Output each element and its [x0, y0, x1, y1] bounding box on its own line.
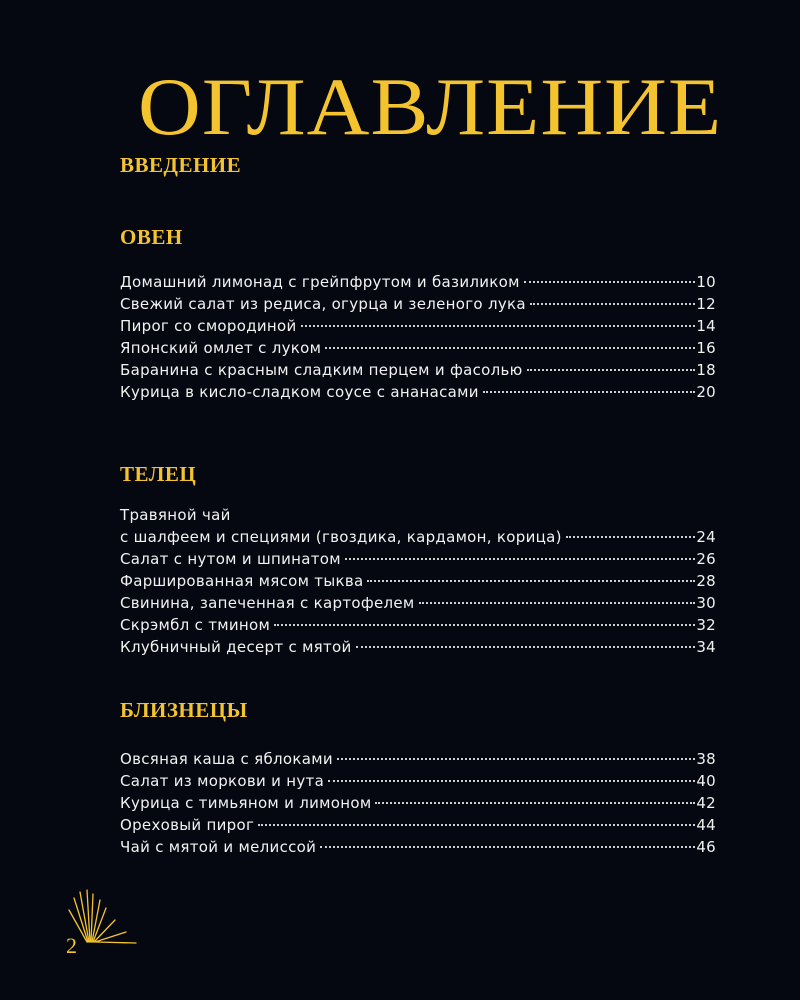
toc-entry[interactable]	[120, 293, 716, 315]
entry-label: Пирог со смородиной	[120, 317, 297, 335]
entry-label: Свежий салат из редиса, огурца и зеленого лука	[120, 295, 526, 313]
dot-leader	[356, 646, 696, 648]
dot-leader	[301, 325, 696, 327]
page-title: ОГЛАВЛЕНИЕ	[138, 61, 723, 152]
toc-entry[interactable]	[120, 748, 716, 770]
entry-label: Чай с мятой и мелиссой	[120, 838, 317, 856]
entry-page: 18	[696, 361, 716, 379]
entry-label: Баранина с красным сладким перцем и фасолью	[120, 361, 523, 379]
toc-entry[interactable]	[120, 614, 716, 636]
section-heading-gemini: БЛИЗНЕЦЫ	[120, 698, 248, 722]
section-heading-aries: ОВЕН	[120, 225, 183, 249]
toc-entry[interactable]	[120, 836, 716, 858]
intro-heading: ВВЕДЕНИЕ	[120, 153, 242, 177]
entry-label: Салат из моркови и нута	[120, 772, 325, 790]
page-number: 2	[66, 933, 77, 958]
entry-page: 42	[696, 794, 716, 812]
dot-leader	[367, 580, 695, 582]
toc-entry[interactable]	[120, 504, 716, 526]
entry-page: 16	[696, 339, 716, 357]
entry-label: Курица в кисло-сладком соусе с ананасами	[120, 383, 479, 401]
entry-page: 40	[696, 772, 716, 790]
toc-entry[interactable]	[120, 315, 716, 337]
entry-label: Травяной чай	[120, 506, 231, 524]
dot-leader	[274, 624, 695, 626]
toc-entry[interactable]	[120, 814, 716, 836]
entry-label: Фаршированная мясом тыква	[120, 572, 364, 590]
toc-entry[interactable]	[120, 271, 716, 293]
dot-leader	[325, 347, 695, 349]
entry-page: 14	[696, 317, 716, 335]
dot-leader	[524, 281, 696, 283]
entry-page: 12	[696, 295, 716, 313]
entry-page: 10	[696, 273, 716, 291]
toc-entry[interactable]	[120, 526, 716, 548]
entry-label: Скрэмбл с тмином	[120, 616, 271, 634]
toc-entry[interactable]	[120, 592, 716, 614]
dot-leader	[527, 369, 696, 371]
entry-label: Овсяная каша с яблоками	[120, 750, 333, 768]
toc-list-aries	[120, 271, 716, 403]
toc-entry[interactable]	[120, 359, 716, 381]
entry-page: 24	[696, 528, 716, 546]
dot-leader	[328, 780, 695, 782]
dot-leader	[320, 846, 695, 848]
dot-leader	[337, 758, 695, 760]
entry-page: 32	[696, 616, 716, 634]
entry-label: с шалфеем и специями (гвоздика, кардамон, корица)	[120, 528, 562, 546]
toc-list-gemini	[120, 748, 716, 858]
toc-entry[interactable]	[120, 570, 716, 592]
entry-label: Японский омлет с луком	[120, 339, 322, 357]
entry-label: Свинина, запеченная с картофелем	[120, 594, 415, 612]
entry-page: 20	[696, 383, 716, 401]
entry-page: 34	[696, 638, 716, 656]
entry-page: 44	[696, 816, 716, 834]
toc-entry[interactable]	[120, 636, 716, 658]
entry-page: 26	[696, 550, 716, 568]
dot-leader	[483, 391, 696, 393]
entry-label: Ореховый пирог	[120, 816, 255, 834]
toc-entry[interactable]	[120, 337, 716, 359]
entry-page: 28	[696, 572, 716, 590]
dot-leader	[345, 558, 695, 560]
entry-label: Клубничный десерт с мятой	[120, 638, 352, 656]
dot-leader	[419, 602, 696, 604]
entry-page: 38	[696, 750, 716, 768]
dot-leader	[375, 802, 695, 804]
entry-label: Домашний лимонад с грейпфрутом и базиликом	[120, 273, 520, 291]
toc-list-taurus	[120, 504, 716, 658]
section-heading-taurus: ТЕЛЕЦ	[120, 462, 197, 486]
toc-entry[interactable]	[120, 792, 716, 814]
entry-page: 30	[696, 594, 716, 612]
dot-leader	[530, 303, 695, 305]
toc-entry[interactable]	[120, 770, 716, 792]
toc-entry[interactable]	[120, 548, 716, 570]
entry-label: Салат с нутом и шпинатом	[120, 550, 341, 568]
toc-entry[interactable]	[120, 381, 716, 403]
entry-page: 46	[696, 838, 716, 856]
entry-label: Курица с тимьяном и лимоном	[120, 794, 372, 812]
dot-leader	[566, 536, 696, 538]
dot-leader	[258, 824, 695, 826]
